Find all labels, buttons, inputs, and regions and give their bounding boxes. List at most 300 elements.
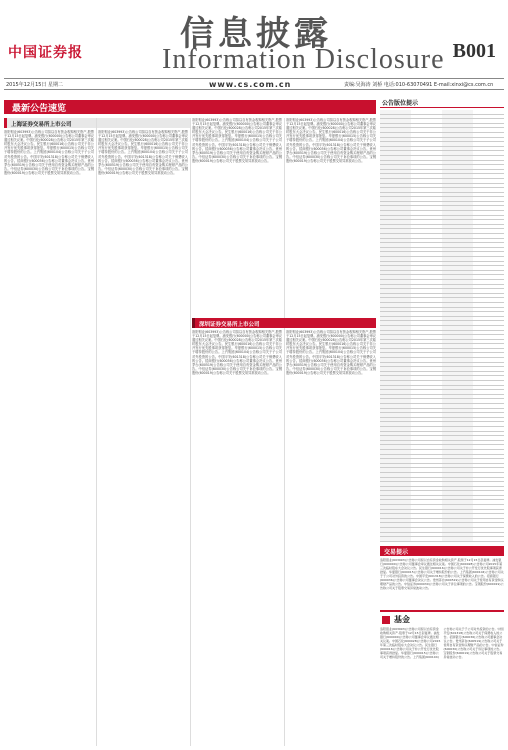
index-cell	[473, 427, 504, 431]
index-cell	[442, 312, 473, 316]
index-cell	[411, 395, 442, 399]
index-cell	[442, 188, 473, 192]
index-cell	[442, 115, 473, 119]
index-cell	[473, 234, 504, 238]
index-cell	[411, 358, 442, 362]
index-cell	[442, 482, 473, 486]
index-cell	[442, 455, 473, 459]
index-cell	[411, 335, 442, 339]
index-cell	[380, 413, 411, 417]
index-cell	[442, 193, 473, 197]
index-cell	[380, 482, 411, 486]
index-cell	[380, 161, 411, 165]
index-cell	[411, 156, 442, 160]
index-cell	[473, 142, 504, 146]
index-cell	[380, 262, 411, 266]
index-cell	[380, 156, 411, 160]
index-cell	[411, 161, 442, 165]
index-cell	[473, 331, 504, 335]
index-cell	[473, 519, 504, 523]
index-cell	[442, 317, 473, 321]
index-cell	[442, 211, 473, 215]
index-cell	[442, 285, 473, 289]
index-cell	[380, 193, 411, 197]
index-cell	[411, 390, 442, 394]
index-cell	[442, 262, 473, 266]
index-cell	[442, 206, 473, 210]
index-cell	[473, 220, 504, 224]
index-cell	[473, 399, 504, 403]
index-cell	[411, 413, 442, 417]
index-cell	[473, 422, 504, 426]
trade-tips-heading: 交易提示	[380, 546, 504, 556]
index-cell	[442, 450, 473, 454]
index-cell	[380, 124, 411, 128]
trade-tips-text: 洛阳钼业(603993)公告称公司拟以自有资金收购相关资产,股票于12月15日起复牌。浦发银行(600000)公告称公司董事会审议通过相关议案。中国石化(600028)公告称公司2015年第三次临时股东大会决议公告。民生银行(600016)公告称公司关于非公开发行优先股事项获得批复。华夏银行(600015)公告称公司关于增持股份的公告。上汽集团(600104)公告称公司关于子公司对外投资的公告。中国平安(601318)公告称公司关于保费收入的公告。招商银行(600036)公告称公司董事会决议公告。贵州茅台(600519)公告称公司关于使用自有资金购买理财产品的公告。中信证券(600030)公告称公司关于诉讼事项的公告。宝钢股份(600019)公告称公司关于股票交易异常波动公告。	[380, 558, 504, 590]
index-cell	[411, 257, 442, 261]
index-cell	[411, 211, 442, 215]
index-cell	[442, 427, 473, 431]
index-cell	[473, 340, 504, 344]
index-cell	[442, 459, 473, 463]
index-cell	[473, 376, 504, 380]
index-cell	[411, 179, 442, 183]
index-cell	[411, 399, 442, 403]
index-cell	[473, 275, 504, 279]
index-cell	[473, 367, 504, 371]
index-cell	[473, 523, 504, 527]
index-cell	[473, 450, 504, 454]
index-cell	[442, 229, 473, 233]
index-cell	[473, 138, 504, 142]
index-cell	[411, 138, 442, 142]
index-cell	[473, 386, 504, 390]
index-cell	[473, 326, 504, 330]
index-cell	[442, 519, 473, 523]
index-cell	[411, 197, 442, 201]
fund-text: 洛阳钼业(603993)公告称公司拟以自有资金收购相关资产,股票于12月15日起复牌。浦发银行(600000)公告称公司董事会审议通过相关议案。中国石化(600028)公告称公司2015年第三次临时股东大会决议公告。民生银行(600016)公告称公司关于非公开发行优先股事项获得批复。华夏银行(600015)公告称公司关于增持股份的公告。上汽集团(600104)公告称公司关于子公司对外投资的公告。中国平安(601318)公告称公司关于保费收入的公告。招商银行(600036)公告称公司董事会决议公告。贵州茅台(600519)公告称公司关于使用自有资金购买理财产品的公告。中信证券(600030)公告称公司关于诉讼事项的公告。宝钢股份(600019)公告称公司关于股票交易异常波动公告。	[380, 627, 504, 659]
index-cell	[411, 243, 442, 247]
index-cell	[442, 321, 473, 325]
index-cell	[442, 179, 473, 183]
index-table	[380, 110, 504, 550]
index-cell	[442, 422, 473, 426]
index-cell	[442, 505, 473, 509]
website-url[interactable]: www.cs.com.cn	[209, 80, 292, 89]
index-cell	[473, 372, 504, 376]
index-cell	[473, 537, 504, 541]
index-cell	[442, 491, 473, 495]
index-cell	[473, 528, 504, 532]
index-cell	[411, 220, 442, 224]
index-cell	[442, 280, 473, 284]
index-cell	[442, 500, 473, 504]
index-cell	[411, 308, 442, 312]
index-cell	[411, 193, 442, 197]
index-cell	[411, 147, 442, 151]
index-cell	[442, 395, 473, 399]
index-cell	[411, 409, 442, 413]
index-cell	[442, 436, 473, 440]
index-cell	[411, 450, 442, 454]
index-cell	[380, 294, 411, 298]
index-cell	[442, 216, 473, 220]
issue-date: 2015年12月15日 星期二	[6, 82, 64, 88]
index-cell	[380, 275, 411, 279]
index-cell	[380, 170, 411, 174]
column-1-text: 洛阳钼业(603993)公告称公司拟以自有资金收购相关资产,股票于12月15日起复牌。浦发银行(600000)公告称公司董事会审议通过相关议案。中国石化(600028)公告称公司2015年第三次临时股东大会决议公告。民生银行(600016)公告称公司关于非公开发行优先股事项获得批复。华夏银行(600015)公告称公司关于增持股份的公告。上汽集团(600104)公告称公司关于子公司对外投资的公告。中国平安(601318)公告称公司关于保费收入的公告。招商银行(600036)公告称公司董事会决议公告。贵州茅台(600519)公告称公司关于使用自有资金购买理财产品的公告。中信证券(600030)公告称公司关于诉讼事项的公告。宝钢股份(600019)公告称公司关于股票交易异常波动公告。	[4, 130, 94, 175]
index-cell	[380, 317, 411, 321]
index-cell	[473, 156, 504, 160]
index-row	[380, 537, 504, 542]
index-cell	[380, 239, 411, 243]
index-cell	[473, 128, 504, 132]
index-cell	[380, 500, 411, 504]
index-cell	[473, 147, 504, 151]
index-cell	[442, 184, 473, 188]
index-cell	[473, 298, 504, 302]
index-cell	[380, 248, 411, 252]
index-cell	[411, 298, 442, 302]
index-cell	[442, 523, 473, 527]
index-cell	[411, 363, 442, 367]
index-cell	[380, 514, 411, 518]
index-cell	[473, 409, 504, 413]
index-cell	[442, 243, 473, 247]
index-cell	[473, 184, 504, 188]
index-cell	[380, 202, 411, 206]
index-cell	[442, 478, 473, 482]
index-cell	[442, 510, 473, 514]
index-cell	[411, 487, 442, 491]
index-cell	[442, 441, 473, 445]
index-cell	[411, 376, 442, 380]
index-cell	[380, 390, 411, 394]
index-cell	[380, 418, 411, 422]
index-cell	[411, 537, 442, 541]
index-cell	[411, 422, 442, 426]
index-cell	[411, 321, 442, 325]
index-cell	[442, 234, 473, 238]
banner-label: 最新公告速览	[12, 104, 67, 114]
index-cell	[473, 496, 504, 500]
index-cell	[380, 335, 411, 339]
index-cell	[411, 280, 442, 284]
index-cell	[411, 216, 442, 220]
index-cell	[380, 243, 411, 247]
index-cell	[411, 441, 442, 445]
index-cell	[442, 404, 473, 408]
index-cell	[411, 381, 442, 385]
index-cell	[473, 151, 504, 155]
index-cell	[380, 376, 411, 380]
column-2-text: 洛阳钼业(603993)公告称公司拟以自有资金收购相关资产,股票于12月15日起复牌。浦发银行(600000)公告称公司董事会审议通过相关议案。中国石化(600028)公告称公司2015年第三次临时股东大会决议公告。民生银行(600016)公告称公司关于非公开发行优先股事项获得批复。华夏银行(600015)公告称公司关于增持股份的公告。上汽集团(600104)公告称公司关于子公司对外投资的公告。中国平安(601318)公告称公司关于保费收入的公告。招商银行(600036)公告称公司董事会决议公告。贵州茅台(600519)公告称公司关于使用自有资金购买理财产品的公告。中信证券(600030)公告称公司关于诉讼事项的公告。宝钢股份(600019)公告称公司关于股票交易异常波动公告。	[98, 130, 188, 175]
index-cell	[411, 229, 442, 233]
index-cell	[473, 133, 504, 137]
index-cell	[473, 266, 504, 270]
index-cell	[411, 174, 442, 178]
index-cell	[411, 289, 442, 293]
index-cell	[411, 303, 442, 307]
index-cell	[442, 220, 473, 224]
index-cell	[380, 491, 411, 495]
index-cell	[380, 110, 411, 114]
index-cell	[442, 326, 473, 330]
fund-heading: 基金	[380, 612, 504, 625]
index-cell	[473, 459, 504, 463]
index-cell	[380, 381, 411, 385]
index-cell	[442, 197, 473, 201]
index-cell	[442, 349, 473, 353]
page-title-cn: 信息披露	[180, 14, 332, 54]
index-cell	[473, 280, 504, 284]
index-cell	[473, 124, 504, 128]
index-cell	[473, 381, 504, 385]
index-cell	[473, 285, 504, 289]
index-cell	[411, 317, 442, 321]
text-column-3-bottom	[192, 330, 282, 746]
index-cell	[473, 308, 504, 312]
index-cell	[442, 138, 473, 142]
index-cell	[411, 519, 442, 523]
column-4-top-text: 洛阳钼业(603993)公告称公司拟以自有资金收购相关资产,股票于12月15日起复牌。浦发银行(600000)公告称公司董事会审议通过相关议案。中国石化(600028)公告称公司2015年第三次临时股东大会决议公告。民生银行(600016)公告称公司关于非公开发行优先股事项获得批复。华夏银行(600015)公告称公司关于增持股份的公告。上汽集团(600104)公告称公司关于子公司对外投资的公告。中国平安(601318)公告称公司关于保费收入的公告。招商银行(600036)公告称公司董事会决议公告。贵州茅台(600519)公告称公司关于使用自有资金购买理财产品的公告。中信证券(600030)公告称公司关于诉讼事项的公告。宝钢股份(600019)公告称公司关于股票交易异常波动公告。	[286, 118, 376, 163]
index-cell	[442, 174, 473, 178]
index-cell	[473, 491, 504, 495]
index-cell	[380, 537, 411, 541]
index-cell	[380, 409, 411, 413]
index-cell	[411, 151, 442, 155]
index-cell	[442, 294, 473, 298]
index-cell	[442, 202, 473, 206]
index-cell	[473, 482, 504, 486]
index-cell	[442, 271, 473, 275]
index-cell	[473, 179, 504, 183]
index-cell	[442, 128, 473, 132]
index-cell	[442, 303, 473, 307]
masthead	[0, 0, 508, 96]
index-cell	[380, 436, 411, 440]
text-column-3-top	[192, 118, 282, 314]
index-cell	[473, 303, 504, 307]
index-cell	[380, 372, 411, 376]
index-cell	[473, 500, 504, 504]
index-cell	[380, 496, 411, 500]
fund-announcements	[380, 610, 504, 746]
index-cell	[411, 478, 442, 482]
index-cell	[380, 115, 411, 119]
index-cell	[411, 418, 442, 422]
index-cell	[473, 161, 504, 165]
index-cell	[473, 413, 504, 417]
index-cell	[442, 161, 473, 165]
index-cell	[411, 468, 442, 472]
index-cell	[411, 404, 442, 408]
index-cell	[380, 519, 411, 523]
index-cell	[473, 358, 504, 362]
index-cell	[473, 257, 504, 261]
index-cell	[473, 418, 504, 422]
index-cell	[411, 510, 442, 514]
index-cell	[473, 349, 504, 353]
page-number: B001	[452, 40, 496, 62]
index-cell	[411, 367, 442, 371]
index-cell	[473, 174, 504, 178]
index-cell	[380, 252, 411, 256]
index-cell	[380, 455, 411, 459]
index-cell	[380, 523, 411, 527]
index-cell	[411, 349, 442, 353]
index-cell	[411, 432, 442, 436]
announcement-columns	[4, 118, 376, 746]
index-cell	[380, 358, 411, 362]
index-cell	[411, 275, 442, 279]
index-cell	[380, 128, 411, 132]
index-cell	[442, 372, 473, 376]
index-cell	[473, 510, 504, 514]
index-cell	[442, 331, 473, 335]
index-cell	[380, 468, 411, 472]
sse-section-heading: 上海证券交易所上市公司	[4, 118, 190, 128]
index-cell	[473, 487, 504, 491]
index-cell	[411, 110, 442, 114]
index-cell	[411, 285, 442, 289]
index-cell	[380, 216, 411, 220]
index-cell	[473, 505, 504, 509]
index-cell	[442, 432, 473, 436]
index-cell	[442, 390, 473, 394]
index-cell	[473, 363, 504, 367]
sidebar-title: 公告版位提示	[380, 98, 504, 108]
index-cell	[380, 271, 411, 275]
index-cell	[473, 533, 504, 537]
index-cell	[442, 340, 473, 344]
index-cell	[380, 133, 411, 137]
index-cell	[411, 239, 442, 243]
index-cell	[411, 115, 442, 119]
index-cell	[411, 528, 442, 532]
index-cell	[442, 257, 473, 261]
index-cell	[442, 537, 473, 541]
index-cell	[473, 432, 504, 436]
index-cell	[473, 445, 504, 449]
index-cell	[473, 243, 504, 247]
index-cell	[411, 427, 442, 431]
editor-contact: 责编:吴海涛 刘桥 电话:010-63070491 E-mail:xinxi@cs.com.cn	[344, 82, 494, 88]
index-cell	[442, 468, 473, 472]
index-cell	[411, 455, 442, 459]
index-cell	[442, 165, 473, 169]
index-cell	[442, 418, 473, 422]
index-cell	[442, 358, 473, 362]
index-cell	[442, 445, 473, 449]
index-cell	[380, 234, 411, 238]
index-cell	[473, 344, 504, 348]
index-cell	[442, 496, 473, 500]
index-cell	[473, 441, 504, 445]
text-column-4-bottom	[286, 330, 376, 746]
column-divider	[190, 118, 191, 746]
index-cell	[380, 174, 411, 178]
index-cell	[473, 317, 504, 321]
index-cell	[442, 308, 473, 312]
index-cell	[442, 239, 473, 243]
index-cell	[411, 386, 442, 390]
index-cell	[380, 445, 411, 449]
index-cell	[473, 252, 504, 256]
index-cell	[473, 225, 504, 229]
index-cell	[380, 510, 411, 514]
text-column-1	[4, 130, 94, 746]
index-cell	[411, 128, 442, 132]
index-cell	[380, 151, 411, 155]
column-divider	[96, 118, 97, 746]
index-cell	[411, 445, 442, 449]
index-cell	[473, 478, 504, 482]
index-cell	[411, 206, 442, 210]
index-cell	[442, 275, 473, 279]
column-3-top-text: 洛阳钼业(603993)公告称公司拟以自有资金收购相关资产,股票于12月15日起复牌。浦发银行(600000)公告称公司董事会审议通过相关议案。中国石化(600028)公告称公司2015年第三次临时股东大会决议公告。民生银行(600016)公告称公司关于非公开发行优先股事项获得批复。华夏银行(600015)公告称公司关于增持股份的公告。上汽集团(600104)公告称公司关于子公司对外投资的公告。中国平安(601318)公告称公司关于保费收入的公告。招商银行(600036)公告称公司董事会决议公告。贵州茅台(600519)公告称公司关于使用自有资金购买理财产品的公告。中信证券(600030)公告称公司关于诉讼事项的公告。宝钢股份(600019)公告称公司关于股票交易异常波动公告。	[192, 118, 282, 163]
index-cell	[380, 349, 411, 353]
index-cell	[442, 124, 473, 128]
index-cell	[380, 165, 411, 169]
index-cell	[411, 326, 442, 330]
index-cell	[380, 399, 411, 403]
index-cell	[380, 427, 411, 431]
index-cell	[442, 473, 473, 477]
index-cell	[473, 229, 504, 233]
index-cell	[442, 133, 473, 137]
index-cell	[380, 395, 411, 399]
index-cell	[473, 211, 504, 215]
index-cell	[380, 367, 411, 371]
index-cell	[473, 271, 504, 275]
index-cell	[380, 308, 411, 312]
text-column-2	[98, 130, 188, 746]
latest-announcements-banner	[4, 100, 376, 114]
index-cell	[380, 363, 411, 367]
index-cell	[473, 188, 504, 192]
index-cell	[473, 464, 504, 468]
index-cell	[380, 257, 411, 261]
text-column-4-top	[286, 118, 376, 314]
index-cell	[442, 252, 473, 256]
index-cell	[411, 372, 442, 376]
index-cell	[380, 404, 411, 408]
index-cell	[380, 142, 411, 146]
index-cell	[380, 331, 411, 335]
index-cell	[473, 239, 504, 243]
index-cell	[473, 110, 504, 114]
index-cell	[411, 533, 442, 537]
szse-section-heading: 深圳证券交易所上市公司	[192, 318, 376, 328]
index-cell	[442, 110, 473, 114]
index-cell	[442, 266, 473, 270]
index-cell	[411, 514, 442, 518]
index-cell	[380, 225, 411, 229]
index-cell	[411, 340, 442, 344]
index-cell	[380, 229, 411, 233]
column-4-bottom-text: 洛阳钼业(603993)公告称公司拟以自有资金收购相关资产,股票于12月15日起复牌。浦发银行(600000)公告称公司董事会审议通过相关议案。中国石化(600028)公告称公司2015年第三次临时股东大会决议公告。民生银行(600016)公告称公司关于非公开发行优先股事项获得批复。华夏银行(600015)公告称公司关于增持股份的公告。上汽集团(600104)公告称公司关于子公司对外投资的公告。中国平安(601318)公告称公司关于保费收入的公告。招商银行(600036)公告称公司董事会决议公告。贵州茅台(600519)公告称公司关于使用自有资金购买理财产品的公告。中信证券(600030)公告称公司关于诉讼事项的公告。宝钢股份(600019)公告称公司关于股票交易异常波动公告。	[286, 330, 376, 375]
index-cell	[380, 119, 411, 123]
index-cell	[411, 170, 442, 174]
column-3-bottom-text: 洛阳钼业(603993)公告称公司拟以自有资金收购相关资产,股票于12月15日起复牌。浦发银行(600000)公告称公司董事会审议通过相关议案。中国石化(600028)公告称公司2015年第三次临时股东大会决议公告。民生银行(600016)公告称公司关于非公开发行优先股事项获得批复。华夏银行(600015)公告称公司关于增持股份的公告。上汽集团(600104)公告称公司关于子公司对外投资的公告。中国平安(601318)公告称公司关于保费收入的公告。招商银行(600036)公告称公司董事会决议公告。贵州茅台(600519)公告称公司关于使用自有资金购买理财产品的公告。中信证券(600030)公告称公司关于诉讼事项的公告。宝钢股份(600019)公告称公司关于股票交易异常波动公告。	[192, 330, 282, 375]
index-cell	[473, 248, 504, 252]
index-cell	[411, 353, 442, 357]
index-cell	[411, 464, 442, 468]
index-cell	[473, 404, 504, 408]
index-cell	[473, 473, 504, 477]
index-cell	[473, 390, 504, 394]
